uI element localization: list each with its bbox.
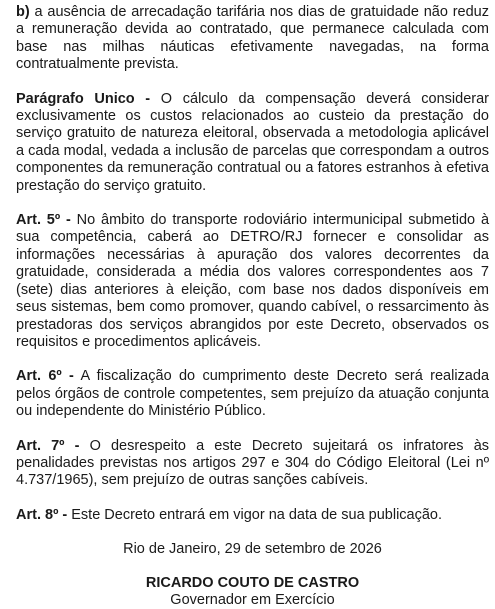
- article-lead: Art. 8º -: [16, 506, 68, 523]
- article-text: A fiscalização do cumprimento deste Decreto será realizada pelos órgãos de controle competentes, sem prejuízo da atuação conjunta ou independente do Ministério Público.: [16, 368, 490, 420]
- paragraph-text: O cálculo da compensação deverá considerar exclusivamente os custos relacionados ao custeio da prestação do serviço gratuito de natureza eleitoral, observada a metodologia aplicável a cada modal, vedada a inclusão de parcelas que correspondam a outros componentes da remuneração contratual ou a fatores estranhos à efetiva prestação do serviço gratuito.: [16, 90, 489, 194]
- article-lead: Art. 6º -: [16, 368, 74, 385]
- paragraph-text: a ausência de arrecadação tarifária nos dias de gratuidade não reduz a remuneração devida ao contratado, que permanece calculada com base nas milhas náuticas efetivamente navegadas, na forma contratualmente prevista.: [16, 4, 489, 73]
- date-line: Rio de Janeiro, 29 de setembro de 2026: [123, 541, 382, 558]
- paragraph-lead: b): [16, 4, 30, 20]
- article-text: O desrespeito a este Decreto sujeitará os infratores às penalidades previstas nos artigos 297 e 304 do Código Eleitoral (Lei nº 4.737/1965), sem prejuízo de outras sanções cabíveis.: [16, 437, 490, 489]
- paragraph-item-b: [16, 4, 489, 74]
- article-8: [16, 507, 489, 524]
- article-7: [16, 438, 489, 490]
- signatory-role: Governador em Exercício: [170, 591, 335, 608]
- signatory-name: RICARDO COUTO DE CASTRO: [145, 574, 360, 591]
- paragraph-unico: [16, 91, 489, 195]
- article-lead: Art. 5º -: [16, 212, 71, 229]
- article-6: [16, 368, 489, 420]
- article-lead: Art. 7º -: [16, 437, 80, 454]
- article-5: [16, 212, 489, 351]
- article-text: Este Decreto entrará em vigor na data de sua publicação.: [67, 506, 443, 523]
- paragraph-lead: Parágrafo Unico -: [16, 90, 151, 107]
- article-text: No âmbito do transporte rodoviário intermunicipal submetido à sua competência, caberá ao DETRO/RJ fornecer e consolidar as informações necessárias à apuração dos valores decorrentes da gratuidade, considerada a média dos valores correspondentes aos 7 (sete) dias anteriores à eleição, com base nos dados disponíveis em seus sistemas, bem como promover, quando cabível, o ressarcimento às prestadoras dos serviços abrangidos por este Decreto, observados os requisitos e procedimentos aplicáveis.: [16, 212, 490, 350]
